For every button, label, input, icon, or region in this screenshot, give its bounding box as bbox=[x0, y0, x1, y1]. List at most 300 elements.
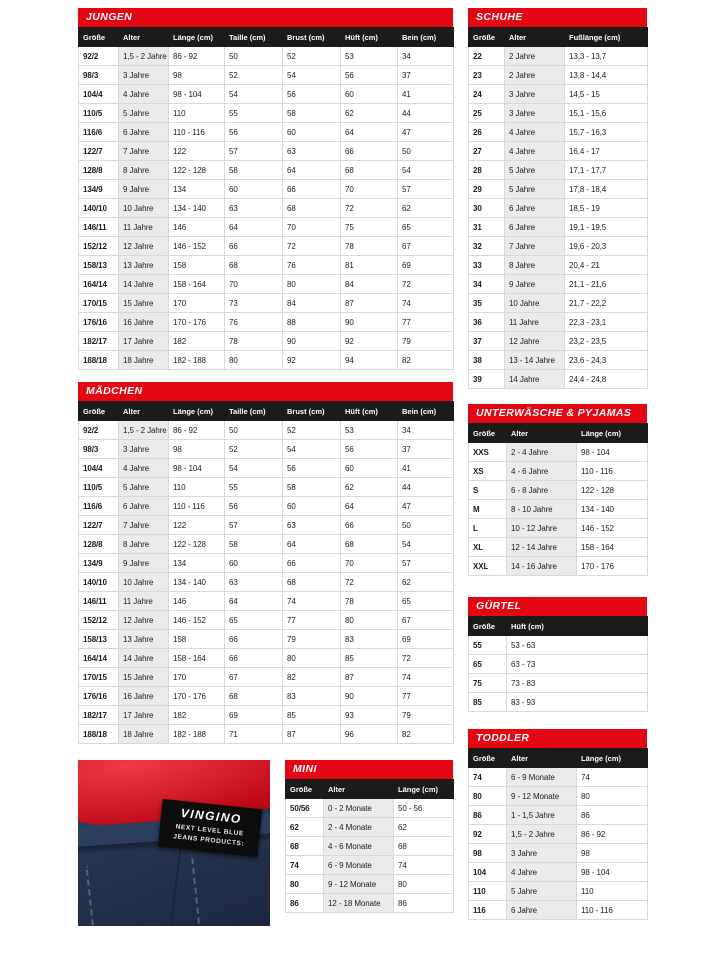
table-cell: 12 Jahre bbox=[505, 332, 565, 351]
table-cell: 44 bbox=[398, 104, 454, 123]
table-cell: 69 bbox=[225, 706, 283, 725]
table-cell: 66 bbox=[225, 649, 283, 668]
table-cell: 8 Jahre bbox=[119, 535, 169, 554]
table-row bbox=[469, 557, 648, 576]
column-header: Länge (cm) bbox=[169, 28, 225, 47]
column-header-row bbox=[469, 749, 648, 768]
table-cell: 19,6 - 20,3 bbox=[565, 237, 648, 256]
table-cell: 13 Jahre bbox=[119, 256, 169, 275]
table-cell: 53 - 63 bbox=[507, 636, 648, 655]
table-cell: 68 bbox=[225, 256, 283, 275]
table-row bbox=[469, 85, 648, 104]
table-cell: 69 bbox=[398, 256, 454, 275]
table-row bbox=[469, 180, 648, 199]
table-cell: 56 bbox=[225, 123, 283, 142]
table-cell: 62 bbox=[341, 104, 398, 123]
table-cell: 98 bbox=[577, 844, 648, 863]
section-unterwaesche bbox=[468, 404, 647, 576]
table-row bbox=[469, 882, 648, 901]
table-cell: 9 - 12 Monate bbox=[507, 787, 577, 806]
unterwaesche-size-table bbox=[468, 423, 647, 576]
table-cell: 39 bbox=[469, 370, 505, 389]
table-cell: 86 - 92 bbox=[577, 825, 648, 844]
table-cell: 90 bbox=[341, 313, 398, 332]
column-header-row bbox=[469, 28, 648, 47]
table-cell: 78 bbox=[225, 332, 283, 351]
table-cell: 36 bbox=[469, 313, 505, 332]
table-row bbox=[469, 294, 648, 313]
table-row bbox=[469, 863, 648, 882]
column-header: Bein (cm) bbox=[398, 402, 454, 421]
table-cell: 26 bbox=[469, 123, 505, 142]
table-cell: 86 - 92 bbox=[169, 421, 225, 440]
table-cell: XL bbox=[469, 538, 507, 557]
table-cell: 74 bbox=[398, 668, 454, 687]
table-cell: 86 bbox=[286, 894, 324, 913]
column-header: Bein (cm) bbox=[398, 28, 454, 47]
table-cell: 170 - 176 bbox=[169, 687, 225, 706]
table-cell: 8 - 10 Jahre bbox=[507, 500, 577, 519]
table-cell: 34 bbox=[469, 275, 505, 294]
table-cell: 56 bbox=[283, 85, 341, 104]
table-row bbox=[79, 535, 454, 554]
table-cell: 75 bbox=[341, 218, 398, 237]
table-cell: 86 bbox=[577, 806, 648, 825]
table-row bbox=[79, 592, 454, 611]
table-cell: 158 - 164 bbox=[169, 275, 225, 294]
table-cell: 122 - 128 bbox=[169, 161, 225, 180]
table-cell: 41 bbox=[398, 85, 454, 104]
table-cell: 3 Jahre bbox=[119, 440, 169, 459]
table-cell: 83 bbox=[341, 630, 398, 649]
section-maedchen bbox=[78, 382, 453, 744]
table-cell: 164/14 bbox=[79, 649, 119, 668]
section-title-bar-unterwaesche bbox=[468, 404, 647, 423]
table-cell: 158 bbox=[169, 256, 225, 275]
column-header: Hüft (cm) bbox=[507, 617, 648, 636]
table-row bbox=[286, 875, 454, 894]
table-cell: 31 bbox=[469, 218, 505, 237]
table-cell: 18 Jahre bbox=[119, 351, 169, 370]
table-row bbox=[79, 351, 454, 370]
table-row bbox=[469, 538, 648, 557]
table-cell: 8 Jahre bbox=[505, 256, 565, 275]
table-cell: 6 - 9 Monate bbox=[507, 768, 577, 787]
table-cell: 18 Jahre bbox=[119, 725, 169, 744]
table-cell: 134/9 bbox=[79, 180, 119, 199]
table-row bbox=[469, 332, 648, 351]
section-title: MINI bbox=[293, 763, 317, 775]
table-cell: 110 - 116 bbox=[577, 901, 648, 920]
table-cell: 66 bbox=[283, 180, 341, 199]
table-row bbox=[79, 706, 454, 725]
column-header: Größe bbox=[286, 780, 324, 799]
table-cell: 58 bbox=[283, 104, 341, 123]
table-cell: 4 Jahre bbox=[507, 863, 577, 882]
table-cell: 71 bbox=[225, 725, 283, 744]
table-cell: 66 bbox=[341, 516, 398, 535]
table-cell: 68 bbox=[341, 161, 398, 180]
table-cell: 21,1 - 21,6 bbox=[565, 275, 648, 294]
table-cell: 134/9 bbox=[79, 554, 119, 573]
table-cell: 4 Jahre bbox=[505, 142, 565, 161]
table-cell: 146 - 152 bbox=[169, 611, 225, 630]
table-cell: 10 Jahre bbox=[119, 573, 169, 592]
table-cell: 16,4 - 17 bbox=[565, 142, 648, 161]
table-cell: 4 - 6 Jahre bbox=[507, 462, 577, 481]
table-cell: 15,7 - 16,3 bbox=[565, 123, 648, 142]
table-cell: 90 bbox=[283, 332, 341, 351]
table-cell: 82 bbox=[398, 725, 454, 744]
column-header-row bbox=[469, 617, 648, 636]
column-header: Brust (cm) bbox=[283, 28, 341, 47]
table-cell: 15 Jahre bbox=[119, 668, 169, 687]
table-cell: 55 bbox=[225, 478, 283, 497]
table-row bbox=[79, 421, 454, 440]
table-cell: 54 bbox=[398, 161, 454, 180]
table-cell: 72 bbox=[341, 199, 398, 218]
section-title: MÄDCHEN bbox=[86, 385, 143, 397]
table-cell: 104 bbox=[469, 863, 507, 882]
table-cell: 98 bbox=[469, 844, 507, 863]
table-cell: 92 bbox=[283, 351, 341, 370]
table-cell: 20,4 - 21 bbox=[565, 256, 648, 275]
table-cell: 47 bbox=[398, 497, 454, 516]
table-cell: 4 Jahre bbox=[505, 123, 565, 142]
table-cell: 110 bbox=[577, 882, 648, 901]
table-cell: 176/16 bbox=[79, 313, 119, 332]
table-cell: 6 - 9 Monate bbox=[324, 856, 394, 875]
table-cell: 18,5 - 19 bbox=[565, 199, 648, 218]
table-cell: 98 - 104 bbox=[577, 443, 648, 462]
schuhe-size-table bbox=[468, 27, 647, 389]
table-cell: 98/3 bbox=[79, 440, 119, 459]
table-row bbox=[469, 825, 648, 844]
table-cell: 66 bbox=[225, 630, 283, 649]
guertel-size-table bbox=[468, 616, 647, 712]
table-cell: 85 bbox=[469, 693, 507, 712]
table-cell: 79 bbox=[398, 706, 454, 725]
table-cell: 7 Jahre bbox=[119, 142, 169, 161]
table-cell: 2 Jahre bbox=[505, 47, 565, 66]
section-toddler bbox=[468, 729, 647, 920]
table-cell: 170/15 bbox=[79, 294, 119, 313]
table-cell: 6 Jahre bbox=[505, 199, 565, 218]
table-cell: 54 bbox=[398, 535, 454, 554]
table-row bbox=[469, 768, 648, 787]
table-cell: 54 bbox=[225, 85, 283, 104]
table-cell: 62 bbox=[286, 818, 324, 837]
table-cell: 176/16 bbox=[79, 687, 119, 706]
table-cell: L bbox=[469, 519, 507, 538]
table-cell: 104/4 bbox=[79, 459, 119, 478]
table-cell: 23,6 - 24,3 bbox=[565, 351, 648, 370]
table-cell: 66 bbox=[341, 142, 398, 161]
table-cell: 82 bbox=[283, 668, 341, 687]
column-header: Alter bbox=[119, 402, 169, 421]
table-cell: 64 bbox=[283, 161, 341, 180]
table-cell: 77 bbox=[398, 313, 454, 332]
table-cell: 87 bbox=[283, 725, 341, 744]
table-cell: 92 bbox=[341, 332, 398, 351]
table-row bbox=[469, 104, 648, 123]
table-cell: 1,5 - 2 Jahre bbox=[507, 825, 577, 844]
table-cell: 80 bbox=[341, 611, 398, 630]
column-header: Fußlänge (cm) bbox=[565, 28, 648, 47]
table-cell: 86 - 92 bbox=[169, 47, 225, 66]
table-cell: 24 bbox=[469, 85, 505, 104]
table-cell: 5 Jahre bbox=[119, 478, 169, 497]
column-header: Länge (cm) bbox=[577, 749, 648, 768]
table-cell: 5 Jahre bbox=[119, 104, 169, 123]
table-cell: 170/15 bbox=[79, 668, 119, 687]
table-cell: 74 bbox=[286, 856, 324, 875]
table-cell: 84 bbox=[341, 275, 398, 294]
table-cell: 79 bbox=[398, 332, 454, 351]
table-cell: 72 bbox=[398, 649, 454, 668]
table-cell: 68 bbox=[286, 837, 324, 856]
table-cell: 92/2 bbox=[79, 421, 119, 440]
table-cell: 3 Jahre bbox=[505, 104, 565, 123]
table-row bbox=[469, 218, 648, 237]
table-cell: 55 bbox=[469, 636, 507, 655]
table-cell: 85 bbox=[283, 706, 341, 725]
table-cell: 7 Jahre bbox=[505, 237, 565, 256]
table-row bbox=[79, 478, 454, 497]
table-cell: 38 bbox=[469, 351, 505, 370]
table-cell: 9 Jahre bbox=[505, 275, 565, 294]
table-row bbox=[79, 256, 454, 275]
table-cell: 5 Jahre bbox=[507, 882, 577, 901]
table-cell: 116/6 bbox=[79, 123, 119, 142]
table-cell: 134 bbox=[169, 180, 225, 199]
table-row bbox=[469, 519, 648, 538]
table-row bbox=[79, 725, 454, 744]
table-cell: 80 bbox=[394, 875, 454, 894]
table-cell: 62 bbox=[398, 573, 454, 592]
table-cell: 3 Jahre bbox=[119, 66, 169, 85]
table-cell: 24,4 - 24,8 bbox=[565, 370, 648, 389]
section-title-bar-schuhe bbox=[468, 8, 647, 27]
section-title-bar-toddler bbox=[468, 729, 647, 748]
table-cell: 65 bbox=[398, 592, 454, 611]
table-cell: 30 bbox=[469, 199, 505, 218]
table-cell: 188/18 bbox=[79, 351, 119, 370]
table-cell: 56 bbox=[341, 66, 398, 85]
table-cell: 23,2 - 23,5 bbox=[565, 332, 648, 351]
table-cell: 110 bbox=[169, 478, 225, 497]
table-cell: 140/10 bbox=[79, 573, 119, 592]
table-cell: 77 bbox=[283, 611, 341, 630]
jungen-size-table bbox=[78, 27, 453, 370]
table-cell: 182/17 bbox=[79, 332, 119, 351]
table-cell: 3 Jahre bbox=[507, 844, 577, 863]
table-cell: 78 bbox=[341, 592, 398, 611]
table-cell: 63 - 73 bbox=[507, 655, 648, 674]
table-row bbox=[469, 237, 648, 256]
mini-size-table bbox=[285, 779, 453, 913]
toddler-size-table bbox=[468, 748, 647, 920]
table-cell: 47 bbox=[398, 123, 454, 142]
section-jungen bbox=[78, 8, 453, 370]
table-cell: 50 - 56 bbox=[394, 799, 454, 818]
table-cell: 66 bbox=[225, 237, 283, 256]
table-row bbox=[79, 687, 454, 706]
table-row bbox=[469, 142, 648, 161]
section-title: GÜRTEL bbox=[476, 600, 522, 612]
table-cell: 67 bbox=[398, 611, 454, 630]
brand-label bbox=[158, 799, 262, 857]
table-cell: 13 Jahre bbox=[119, 630, 169, 649]
table-cell: 3 Jahre bbox=[505, 85, 565, 104]
section-title: SCHUHE bbox=[476, 11, 523, 23]
table-cell: 10 - 12 Jahre bbox=[507, 519, 577, 538]
table-cell: 65 bbox=[398, 218, 454, 237]
table-cell: 122/7 bbox=[79, 516, 119, 535]
table-cell: 56 bbox=[283, 459, 341, 478]
table-cell: 77 bbox=[398, 687, 454, 706]
table-cell: 182 - 188 bbox=[169, 725, 225, 744]
table-cell: 23 bbox=[469, 66, 505, 85]
table-cell: 52 bbox=[225, 66, 283, 85]
table-cell: 34 bbox=[398, 47, 454, 66]
table-cell: 9 Jahre bbox=[119, 554, 169, 573]
table-cell: 17 Jahre bbox=[119, 706, 169, 725]
table-cell: 10 Jahre bbox=[119, 199, 169, 218]
table-cell: 53 bbox=[341, 47, 398, 66]
table-cell: 9 - 12 Monate bbox=[324, 875, 394, 894]
table-row bbox=[469, 806, 648, 825]
table-row bbox=[79, 332, 454, 351]
column-header: Alter bbox=[507, 749, 577, 768]
table-cell: 80 bbox=[283, 649, 341, 668]
table-row bbox=[79, 554, 454, 573]
table-cell: 50 bbox=[398, 142, 454, 161]
table-cell: 60 bbox=[283, 497, 341, 516]
table-row bbox=[79, 313, 454, 332]
table-cell: 122 bbox=[169, 516, 225, 535]
table-cell: 72 bbox=[341, 573, 398, 592]
table-cell: 110/5 bbox=[79, 478, 119, 497]
table-row bbox=[79, 573, 454, 592]
table-cell: 2 - 4 Monate bbox=[324, 818, 394, 837]
table-cell: 68 bbox=[283, 199, 341, 218]
table-cell: 134 - 140 bbox=[169, 199, 225, 218]
table-cell: XXS bbox=[469, 443, 507, 462]
table-cell: 158 - 164 bbox=[169, 649, 225, 668]
table-cell: 58 bbox=[225, 161, 283, 180]
table-cell: 53 bbox=[341, 421, 398, 440]
table-cell: 65 bbox=[469, 655, 507, 674]
table-cell: 63 bbox=[225, 199, 283, 218]
table-row bbox=[469, 443, 648, 462]
table-cell: 98 bbox=[169, 440, 225, 459]
table-cell: 68 bbox=[225, 687, 283, 706]
table-cell: 12 - 14 Jahre bbox=[507, 538, 577, 557]
column-header: Größe bbox=[469, 749, 507, 768]
section-title: JUNGEN bbox=[86, 11, 133, 23]
table-row bbox=[79, 237, 454, 256]
table-cell: 12 Jahre bbox=[119, 237, 169, 256]
table-row bbox=[79, 649, 454, 668]
table-cell: 22,3 - 23,1 bbox=[565, 313, 648, 332]
table-cell: 146 - 152 bbox=[577, 519, 648, 538]
table-cell: 110 bbox=[169, 104, 225, 123]
table-cell: 4 Jahre bbox=[119, 459, 169, 478]
table-cell: 98 bbox=[169, 66, 225, 85]
table-cell: 122 bbox=[169, 142, 225, 161]
table-cell: 19,1 - 19,5 bbox=[565, 218, 648, 237]
table-cell: 33 bbox=[469, 256, 505, 275]
table-cell: 182 bbox=[169, 706, 225, 725]
column-header: Alter bbox=[119, 28, 169, 47]
table-row bbox=[469, 901, 648, 920]
table-cell: 60 bbox=[341, 459, 398, 478]
table-row bbox=[79, 294, 454, 313]
table-row bbox=[79, 218, 454, 237]
table-row bbox=[469, 351, 648, 370]
table-cell: 79 bbox=[283, 630, 341, 649]
table-row bbox=[286, 799, 454, 818]
table-cell: 67 bbox=[225, 668, 283, 687]
table-cell: 182 - 188 bbox=[169, 351, 225, 370]
table-cell: 21,7 - 22,2 bbox=[565, 294, 648, 313]
column-header: Hüft (cm) bbox=[341, 28, 398, 47]
table-cell: 146 bbox=[169, 592, 225, 611]
section-mini bbox=[285, 760, 453, 926]
table-cell: 96 bbox=[341, 725, 398, 744]
table-cell: 94 bbox=[341, 351, 398, 370]
table-row bbox=[79, 161, 454, 180]
column-header: Größe bbox=[79, 28, 119, 47]
table-cell: 80 bbox=[469, 787, 507, 806]
table-cell: 84 bbox=[283, 294, 341, 313]
table-cell: 6 Jahre bbox=[119, 497, 169, 516]
table-cell: 98/3 bbox=[79, 66, 119, 85]
table-cell: 44 bbox=[398, 478, 454, 497]
bottom-row bbox=[78, 760, 453, 926]
table-cell: 6 Jahre bbox=[119, 123, 169, 142]
table-cell: 27 bbox=[469, 142, 505, 161]
table-cell: 1,5 - 2 Jahre bbox=[119, 47, 169, 66]
table-cell: 80 bbox=[283, 275, 341, 294]
table-row bbox=[79, 630, 454, 649]
table-row bbox=[469, 693, 648, 712]
table-cell: 52 bbox=[283, 421, 341, 440]
table-row bbox=[79, 123, 454, 142]
table-row bbox=[469, 161, 648, 180]
table-cell: 5 Jahre bbox=[505, 161, 565, 180]
table-cell: 170 bbox=[169, 668, 225, 687]
table-cell: 13,3 - 13,7 bbox=[565, 47, 648, 66]
table-cell: 69 bbox=[398, 630, 454, 649]
table-row bbox=[79, 199, 454, 218]
table-row bbox=[79, 85, 454, 104]
table-cell: 50 bbox=[225, 421, 283, 440]
table-cell: 74 bbox=[398, 294, 454, 313]
table-cell: 9 Jahre bbox=[119, 180, 169, 199]
table-row bbox=[469, 674, 648, 693]
table-cell: 4 Jahre bbox=[119, 85, 169, 104]
table-cell: 90 bbox=[341, 687, 398, 706]
table-cell: 80 bbox=[577, 787, 648, 806]
left-column bbox=[78, 8, 453, 926]
table-row bbox=[79, 497, 454, 516]
table-cell: 70 bbox=[283, 218, 341, 237]
table-cell: 54 bbox=[283, 440, 341, 459]
table-cell: 25 bbox=[469, 104, 505, 123]
table-row bbox=[469, 123, 648, 142]
